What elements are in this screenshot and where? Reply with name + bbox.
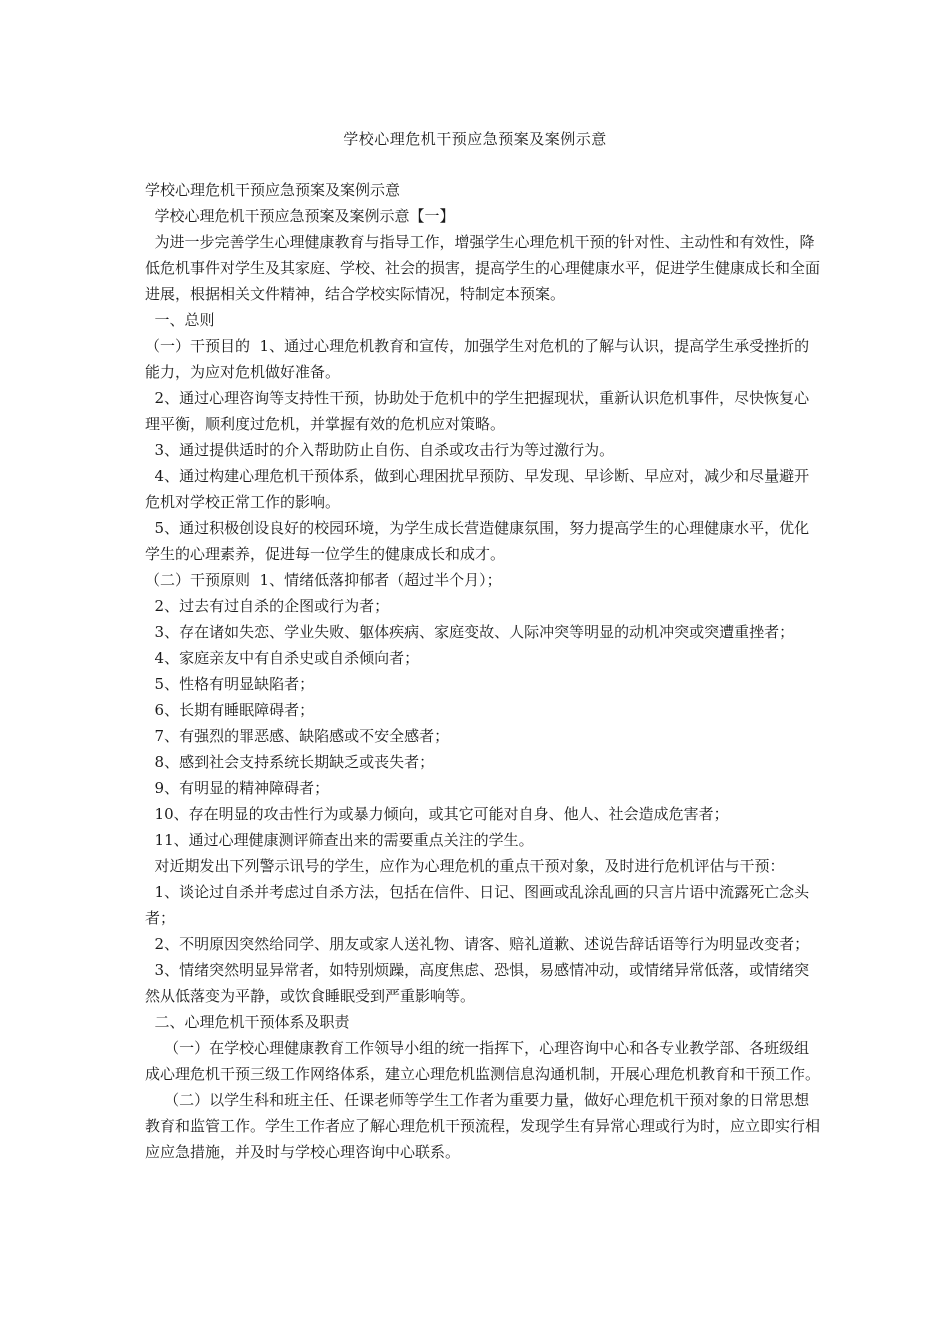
paragraph: （一）干预目的 1、通过心理危机教育和宣传，加强学生对危机的了解与认识，提高学生承受挫折的能力，为应对危机做好准备。 — [145, 337, 810, 381]
paragraph: 5、通过积极创设良好的校园环境，为学生成长营造健康氛围，努力提高学生的心理健康水平，优化学生的心理素养，促进每一位学生的健康成长和成才。 — [145, 519, 810, 563]
document-title: 学校心理危机干预应急预案及案例示意 — [343, 130, 607, 148]
paragraph: 学校心理危机干预应急预案及案例示意 — [145, 181, 401, 199]
paragraph: 6、长期有睡眠障碍者； — [145, 701, 315, 719]
paragraph: 4、通过构建心理危机干预体系，做到心理困扰早预防、早发现、早诊断、早应对，减少和尽量避开危机对学校正常工作的影响。 — [145, 467, 810, 511]
paragraph: 一、总则 — [145, 311, 215, 329]
paragraph: 2、过去有过自杀的企图或行为者； — [145, 597, 390, 615]
paragraph: 1、谈论过自杀并考虑过自杀方法，包括在信件、日记、图画或乱涂乱画的只言片语中流露死亡念头者； — [145, 883, 810, 927]
paragraph: 9、有明显的精神障碍者； — [145, 779, 330, 797]
paragraph: 5、性格有明显缺陷者； — [145, 675, 315, 693]
document-body — [145, 177, 820, 1165]
paragraph: 2、通过心理咨询等支持性干预，协助处于危机中的学生把握现状，重新认识危机事件，尽快恢复心理平衡，顺利度过危机，并掌握有效的危机应对策略。 — [145, 389, 810, 433]
paragraph: 10、存在明显的攻击性行为或暴力倾向，或其它可能对自身、他人、社会造成危害者； — [145, 805, 729, 823]
paragraph: （二）以学生科和班主任、任课老师等学生工作者为重要力量，做好心理危机干预对象的日常思想教育和监管工作。学生工作者应了解心理危机干预流程，发现学生有异常心理或行为时，应立即实行相应应急措施，并及时与学校心理咨询中心联系。 — [145, 1091, 821, 1161]
paragraph: 8、感到社会支持系统长期缺乏或丧失者； — [145, 753, 435, 771]
paragraph: 二、心理危机干预体系及职责 — [145, 1013, 350, 1031]
paragraph: 11、通过心理健康测评筛查出来的需要重点关注的学生。 — [145, 831, 534, 849]
paragraph: 2、不明原因突然给同学、朋友或家人送礼物、请客、赔礼道歉、述说告辞话语等行为明显改变者； — [145, 935, 810, 953]
paragraph: 学校心理危机干预应急预案及案例示意【一】 — [145, 207, 455, 225]
paragraph: 7、有强烈的罪恶感、缺陷感或不安全感者； — [145, 727, 450, 745]
paragraph: （一）在学校心理健康教育工作领导小组的统一指挥下，心理咨询中心和各专业教学部、各班级组成心理危机干预三级工作网络体系，建立心理危机监测信息沟通机制，开展心理危机教育和干预工作。 — [145, 1039, 821, 1083]
paragraph: （二）干预原则 1、情绪低落抑郁者（超过半个月）； — [145, 571, 502, 589]
paragraph: 3、存在诸如失恋、学业失败、躯体疾病、家庭变故、人际冲突等明显的动机冲突或突遭重挫者； — [145, 623, 795, 641]
paragraph: 对近期发出下列警示讯号的学生，应作为心理危机的重点干预对象，及时进行危机评估与干预： — [145, 857, 785, 875]
paragraph: 4、家庭亲友中有自杀史或自杀倾向者； — [145, 649, 420, 667]
paragraph: 3、情绪突然明显异常者，如特别烦躁，高度焦虑、恐惧，易感情冲动，或情绪异常低落，或情绪突然从低落变为平静，或饮食睡眠受到严重影响等。 — [145, 961, 810, 1005]
paragraph: 3、通过提供适时的介入帮助防止自伤、自杀或攻击行为等过激行为。 — [145, 441, 615, 459]
paragraph: 为进一步完善学生心理健康教育与指导工作，增强学生心理危机干预的针对性、主动性和有效性，降低危机事件对学生及其家庭、学校、社会的损害，提高学生的心理健康水平，促进学生健康成长和全面进展，根据相关文件精神，结合学校实际情况，特制定本预案。 — [145, 233, 821, 303]
